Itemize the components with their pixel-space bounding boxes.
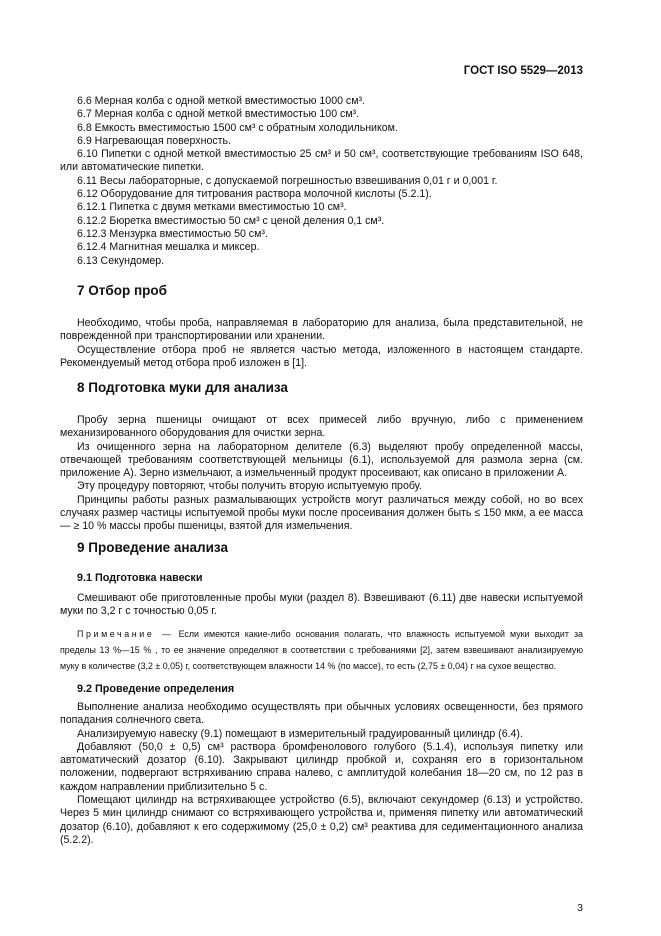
subsection-9-2-heading: 9.2 Проведение определения	[77, 683, 235, 695]
list-item: 6.9 Нагревающая поверхность.	[77, 134, 231, 147]
note-text: Если имеются какие-либо основания полагать, что влажность испытуемой муки выходит за пределы 13 %—15 % , то ее значение определяют в соответствии с требованиями [2], затем взвешивают анализируемую муку в количестве (3,2 ± 0,05) г, соответствующем влажности 14 % (по массе), то есть (2,75 ± 0,04) г на сухое вещество.	[60, 629, 583, 671]
list-item: 6.13 Секундомер.	[77, 254, 165, 267]
section-6-equipment-list	[60, 95, 583, 268]
paragraph: Необходимо, чтобы проба, направляемая в лабораторию для анализа, была представительной, не поврежденной при транспортировании или хранении.	[60, 317, 583, 343]
paragraph: Анализируемую навеску (9.1) помещают в измерительный градуированный цилиндр (6.4).	[77, 727, 523, 740]
page-number: 3	[577, 902, 583, 914]
paragraph: Добавляют (50,0 ± 0,5) см³ раствора бромфенолового голубого (5.1.4), используя пипетку или автоматический дозатор (6.10). Закрывают цилиндр пробкой и, сохраняя его в горизонтальном положении, подвергают встряхиванию справа налево, с амплитудой колебания 18—20 см, по 12 раз в каждом направлении приблизительно 5 с.	[60, 740, 583, 793]
paragraph: Эту процедуру повторяют, чтобы получить вторую испытуемую пробу.	[77, 480, 422, 493]
paragraph: Выполнение анализа необходимо осуществлять при обычных условиях освещенности, без прямого попадания солнечного света.	[60, 701, 583, 727]
paragraph: Принципы работы разных размалывающих устройств могут различаться между собой, но во всех случаях размер частицы испытуемой пробы муки после просеивания должен быть ≤ 150 мкм, а ее масса — ≥ 10 % массы пробы пшеницы, взятой для измельчения.	[60, 493, 583, 533]
subsection-9-2-body	[60, 701, 583, 847]
paragraph: Пробу зерна пшеницы очищают от всех примесей либо вручную, либо с применением механизированного оборудования для очистки зерна.	[60, 414, 583, 440]
list-item: 6.11 Весы лабораторные, с допускаемой погрешностью взвешивания 0,01 г и 0,001 г.	[77, 174, 498, 187]
section-8-heading: 8 Подготовка муки для анализа	[77, 380, 288, 395]
paragraph: Помещают цилиндр на встряхивающее устройство (6.5), включают секундомер (6.13) и устройство. Через 5 мин цилиндр снимают со встряхивающего устройства и, применяя пипетку или автоматический дозатор (6.10), добавляют к его содержимому (25,0 ± 0,2) см³ реактива для седиментационного анализа (5.2.2).	[60, 794, 583, 846]
paragraph: Смешивают обе приготовленные пробы муки (раздел 8). Взвешивают (6.11) две навески испытуемой муки по 3,2 г с точностью 0,05 г.	[60, 592, 583, 618]
paragraph: Осуществление отбора проб не является частью метода, изложенного в настоящем стандарте. Рекомендуемый метод отбора проб изложен в [1].	[60, 343, 583, 369]
note-label: Примечание —	[77, 629, 174, 639]
list-item: 6.12 Оборудование для титрования раствора молочной кислоты (5.2.1).	[77, 188, 432, 201]
section-7-heading: 7 Отбор проб	[77, 283, 167, 298]
document-header: ГОСТ ISO 5529—2013	[463, 65, 583, 77]
paragraph: Из очищенного зерна на лабораторном делителе (6.3) выделяют пробу определенной массы, отвечающей требованиям соответствующей мельницы (6.1), используемой для размола зерна (см. приложение А). Зерно измельчают, а измельченный продукт просеивают, как описано в приложении А.	[60, 440, 583, 480]
subsection-9-1-heading: 9.1 Подготовка навески	[77, 572, 203, 584]
list-item: 6.12.4 Магнитная мешалка и миксер.	[77, 241, 260, 254]
section-8-body	[60, 414, 583, 534]
list-item: 6.10 Пипетки с одной меткой вместимостью 25 см³ и 50 см³, соответствующие требованиям ISO 648, или автоматические пипетки.	[60, 148, 583, 174]
section-9-heading: 9 Проведение анализа	[77, 540, 228, 555]
list-item: 6.12.2 Бюретка вместимостью 50 см³ с ценой деления 0,1 см³.	[77, 214, 385, 227]
list-item: 6.7 Мерная колба с одной меткой вместимостью 100 см³.	[77, 108, 360, 121]
list-item: 6.6 Мерная колба с одной меткой вместимостью 1000 см³.	[77, 95, 365, 107]
list-item: 6.8 Емкость вместимостью 1500 см³ с обратным холодильником.	[77, 121, 398, 134]
section-7-body	[60, 317, 583, 370]
note	[60, 626, 583, 674]
list-item: 6.12.1 Пипетка с двумя метками вместимостью 10 см³.	[77, 201, 347, 214]
list-item: 6.12.3 Мензурка вместимостью 50 см³.	[77, 227, 268, 240]
subsection-9-1-body	[60, 592, 583, 619]
